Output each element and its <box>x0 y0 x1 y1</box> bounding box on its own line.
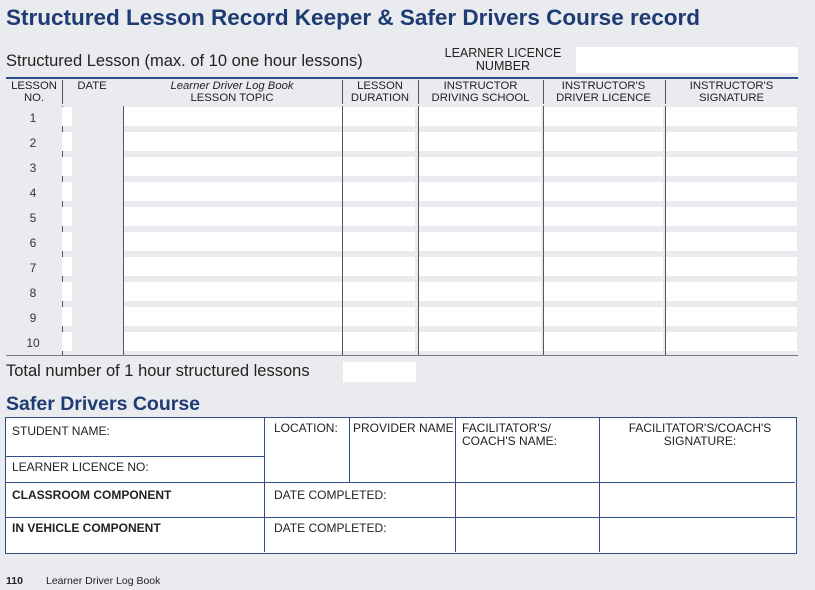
table-cell[interactable] <box>62 307 72 326</box>
table-cell[interactable] <box>62 232 72 251</box>
form-divider <box>455 418 456 552</box>
table-cell[interactable] <box>666 282 797 301</box>
col-header-driver-licence: INSTRUCTOR'S DRIVER LICENCE <box>556 80 651 104</box>
lesson-number: 10 <box>26 336 40 350</box>
form-divider <box>349 418 350 482</box>
table-cell[interactable] <box>666 182 797 201</box>
table-cell[interactable] <box>419 332 541 351</box>
table-cell[interactable] <box>544 282 663 301</box>
table-cell[interactable] <box>124 132 342 151</box>
table-cell[interactable] <box>343 107 415 126</box>
table-row <box>6 231 798 256</box>
col-header-signature: INSTRUCTOR'S SIGNATURE <box>689 80 774 104</box>
location-label[interactable]: LOCATION: <box>274 421 338 435</box>
table-cell[interactable] <box>666 257 797 276</box>
table-cell[interactable] <box>343 257 415 276</box>
table-row <box>6 181 798 206</box>
header-divider <box>543 80 544 104</box>
table-cell[interactable] <box>343 332 415 351</box>
table-cell[interactable] <box>62 282 72 301</box>
section-title-safer-drivers: Safer Drivers Course <box>6 393 201 415</box>
table-cell[interactable] <box>124 107 342 126</box>
table-cell[interactable] <box>419 257 541 276</box>
table-row <box>6 131 798 156</box>
learner-licence-label: LEARNER LICENCE NUMBER <box>444 46 562 73</box>
table-row <box>6 156 798 181</box>
table-cell[interactable] <box>666 157 797 176</box>
table-cell[interactable] <box>124 307 342 326</box>
section-title-structured-lesson: Structured Lesson (max. of 10 one hour lessons) <box>6 52 363 70</box>
table-cell[interactable] <box>343 307 415 326</box>
table-cell[interactable] <box>544 207 663 226</box>
table-cell[interactable] <box>419 307 541 326</box>
table-cell[interactable] <box>343 232 415 251</box>
page-title: Structured Lesson Record Keeper & Safer Drivers Course record <box>6 5 700 30</box>
table-cell[interactable] <box>544 257 663 276</box>
lesson-number: 2 <box>29 136 37 150</box>
form-divider <box>6 517 795 518</box>
table-cell[interactable] <box>419 207 541 226</box>
student-name-label[interactable]: STUDENT NAME: <box>12 424 110 438</box>
lesson-table-body <box>6 106 798 356</box>
col-header-driving-school: INSTRUCTOR DRIVING SCHOOL <box>431 80 530 104</box>
table-cell[interactable] <box>666 332 797 351</box>
classroom-date-completed-label[interactable]: DATE COMPLETED: <box>274 488 387 502</box>
col-header-lesson-topic: Learner Driver Log Book LESSON TOPIC <box>170 80 294 104</box>
table-cell[interactable] <box>62 257 72 276</box>
total-lessons-label: Total number of 1 hour structured lessons <box>6 362 310 380</box>
table-cell[interactable] <box>124 282 342 301</box>
table-bottom-rule <box>6 355 798 356</box>
table-cell[interactable] <box>544 132 663 151</box>
table-row <box>6 306 798 331</box>
table-cell[interactable] <box>419 282 541 301</box>
table-cell[interactable] <box>343 282 415 301</box>
page-number: 110 <box>6 575 23 587</box>
footer-book-title: Learner Driver Log Book <box>46 575 161 587</box>
table-row <box>6 256 798 281</box>
lesson-number: 6 <box>29 236 37 250</box>
total-lessons-field[interactable] <box>343 362 416 382</box>
table-row <box>6 206 798 231</box>
learner-licence-no-label[interactable]: LEARNER LICENCE NO: <box>12 460 149 474</box>
table-cell[interactable] <box>124 257 342 276</box>
table-cell[interactable] <box>544 332 663 351</box>
lesson-number: 5 <box>29 211 37 225</box>
col-header-duration: LESSON DURATION <box>350 80 410 104</box>
table-cell[interactable] <box>62 107 72 126</box>
table-cell[interactable] <box>343 182 415 201</box>
table-row <box>6 106 798 131</box>
table-cell[interactable] <box>124 157 342 176</box>
table-cell[interactable] <box>544 182 663 201</box>
table-cell[interactable] <box>124 182 342 201</box>
lesson-number: 7 <box>29 261 37 275</box>
learner-licence-field[interactable] <box>576 47 798 73</box>
form-divider <box>264 418 265 552</box>
table-cell[interactable] <box>419 182 541 201</box>
table-row <box>6 281 798 306</box>
header-divider <box>62 80 63 104</box>
table-cell[interactable] <box>666 207 797 226</box>
lesson-number: 3 <box>29 161 37 175</box>
header-rule <box>6 77 798 79</box>
lesson-number: 4 <box>29 186 37 200</box>
header-divider <box>665 80 666 104</box>
table-cell[interactable] <box>124 332 342 351</box>
form-divider <box>6 456 264 457</box>
table-cell[interactable] <box>419 107 541 126</box>
table-cell[interactable] <box>544 157 663 176</box>
facilitator-name-label[interactable]: FACILITATOR'S/ COACH'S NAME: <box>462 421 557 448</box>
classroom-component-label: CLASSROOM COMPONENT <box>12 488 172 502</box>
form-divider <box>6 482 795 483</box>
col-header-lesson-no: LESSON NO. <box>11 80 57 104</box>
in-vehicle-component-label: IN VEHICLE COMPONENT <box>12 521 161 535</box>
table-cell[interactable] <box>124 207 342 226</box>
table-cell[interactable] <box>666 132 797 151</box>
lesson-number: 1 <box>29 111 37 125</box>
facilitator-signature-label[interactable]: FACILITATOR'S/COACH'S SIGNATURE: <box>628 421 772 448</box>
provider-name-label[interactable]: PROVIDER NAME <box>353 421 454 435</box>
table-cell[interactable] <box>62 132 72 151</box>
header-divider <box>342 80 343 104</box>
table-cell[interactable] <box>62 207 72 226</box>
form-divider <box>599 418 600 552</box>
table-cell[interactable] <box>666 307 797 326</box>
lesson-number: 9 <box>29 311 37 325</box>
table-cell[interactable] <box>544 232 663 251</box>
table-cell[interactable] <box>343 157 415 176</box>
table-cell[interactable] <box>419 132 541 151</box>
safer-drivers-form <box>5 417 797 554</box>
table-cell[interactable] <box>544 307 663 326</box>
col-header-date: DATE <box>77 80 107 92</box>
table-row <box>6 331 798 356</box>
table-cell[interactable] <box>343 132 415 151</box>
table-cell[interactable] <box>343 207 415 226</box>
in-vehicle-date-completed-label[interactable]: DATE COMPLETED: <box>274 521 387 535</box>
header-divider <box>418 80 419 104</box>
table-cell[interactable] <box>62 182 72 201</box>
lesson-number: 8 <box>29 286 37 300</box>
table-cell[interactable] <box>544 107 663 126</box>
table-cell[interactable] <box>62 157 72 176</box>
table-cell[interactable] <box>62 332 72 351</box>
table-cell[interactable] <box>419 232 541 251</box>
table-cell[interactable] <box>666 107 797 126</box>
table-cell[interactable] <box>419 157 541 176</box>
table-cell[interactable] <box>666 232 797 251</box>
table-cell[interactable] <box>124 232 342 251</box>
